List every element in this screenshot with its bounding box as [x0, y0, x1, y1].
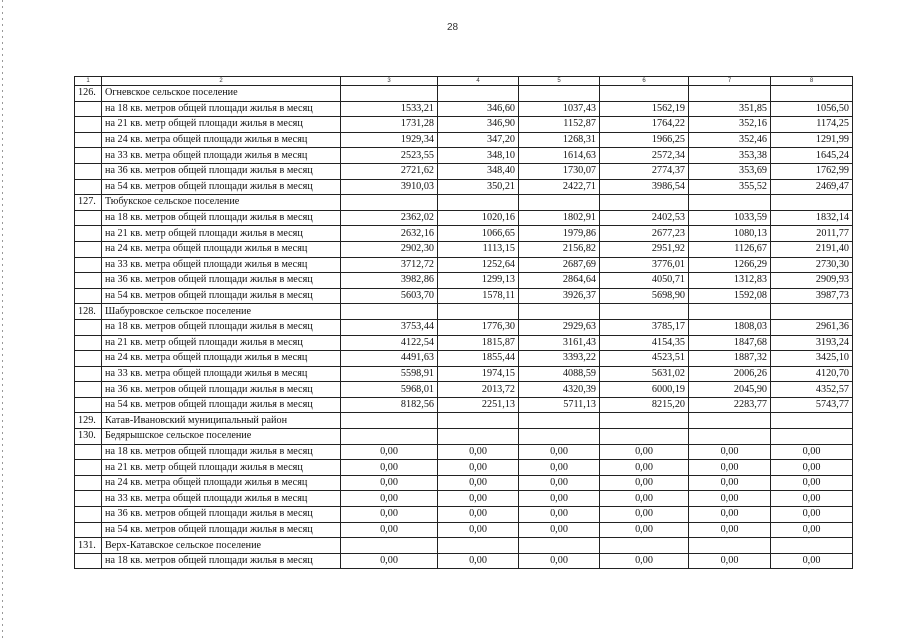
row-number: [75, 163, 102, 179]
value-cell: 8215,20: [600, 397, 689, 413]
value-cell: 2251,13: [438, 397, 519, 413]
value-cell: 0,00: [519, 553, 600, 569]
value-cell: 0,00: [600, 553, 689, 569]
value-cell: 2191,40: [771, 241, 853, 257]
row-number: [75, 132, 102, 148]
row-label: на 24 кв. метра общей площади жилья в месяц: [102, 241, 341, 257]
row-label: на 18 кв. метров общей площади жилья в месяц: [102, 210, 341, 226]
value-cell: [771, 195, 853, 211]
row-label: на 21 кв. метр общей площади жилья в месяц: [102, 335, 341, 351]
table-row: [75, 335, 853, 351]
row-number: [75, 382, 102, 398]
value-cell: 1776,30: [438, 319, 519, 335]
value-cell: [341, 429, 438, 445]
value-cell: 1020,16: [438, 210, 519, 226]
value-cell: 0,00: [519, 522, 600, 538]
value-cell: 3393,22: [519, 351, 600, 367]
value-cell: 0,00: [341, 491, 438, 507]
value-cell: 1562,19: [600, 101, 689, 117]
scan-edge: [2, 0, 3, 640]
row-label: на 24 кв. метра общей площади жилья в месяц: [102, 132, 341, 148]
value-cell: [519, 413, 600, 429]
row-label: на 21 кв. метр общей площади жилья в месяц: [102, 117, 341, 133]
value-cell: [341, 538, 438, 554]
value-cell: 346,90: [438, 117, 519, 133]
value-cell: 1533,21: [341, 101, 438, 117]
value-cell: 1762,99: [771, 163, 853, 179]
row-number: [75, 507, 102, 523]
section-row: [75, 304, 853, 320]
value-cell: 347,20: [438, 132, 519, 148]
row-label: на 21 кв. метр общей площади жилья в месяц: [102, 460, 341, 476]
table-row: [75, 101, 853, 117]
row-number: [75, 397, 102, 413]
value-cell: [771, 413, 853, 429]
row-number: [75, 226, 102, 242]
value-cell: 353,69: [689, 163, 771, 179]
section-title: Шабуровское сельское поселение: [102, 304, 341, 320]
value-cell: 1268,31: [519, 132, 600, 148]
value-cell: 0,00: [438, 475, 519, 491]
row-number: [75, 553, 102, 569]
value-cell: 1847,68: [689, 335, 771, 351]
value-cell: 352,46: [689, 132, 771, 148]
value-cell: 2864,64: [519, 273, 600, 289]
section-row: [75, 195, 853, 211]
row-label: на 18 кв. метров общей площади жилья в месяц: [102, 553, 341, 569]
value-cell: 1252,64: [438, 257, 519, 273]
section-row: [75, 86, 853, 102]
row-number: [75, 444, 102, 460]
table-row: [75, 210, 853, 226]
value-cell: 1312,83: [689, 273, 771, 289]
value-cell: 2011,77: [771, 226, 853, 242]
value-cell: 5631,02: [600, 366, 689, 382]
value-cell: 1126,67: [689, 241, 771, 257]
value-cell: 0,00: [771, 460, 853, 476]
value-cell: 1080,13: [689, 226, 771, 242]
value-cell: 4120,70: [771, 366, 853, 382]
value-cell: [689, 538, 771, 554]
value-cell: 2774,37: [600, 163, 689, 179]
value-cell: 353,38: [689, 148, 771, 164]
table-row: [75, 163, 853, 179]
value-cell: 1037,43: [519, 101, 600, 117]
value-cell: [689, 304, 771, 320]
value-cell: 1974,15: [438, 366, 519, 382]
row-label: на 24 кв. метра общей площади жилья в месяц: [102, 351, 341, 367]
value-cell: 1592,08: [689, 288, 771, 304]
row-label: на 54 кв. метров общей площади жилья в месяц: [102, 288, 341, 304]
value-cell: 4352,57: [771, 382, 853, 398]
value-cell: 0,00: [341, 460, 438, 476]
table-row: [75, 366, 853, 382]
value-cell: 4320,39: [519, 382, 600, 398]
value-cell: 1266,29: [689, 257, 771, 273]
value-cell: 2721,62: [341, 163, 438, 179]
value-cell: 0,00: [519, 491, 600, 507]
column-number: 2: [102, 77, 341, 86]
value-cell: 5598,91: [341, 366, 438, 382]
value-cell: 2951,92: [600, 241, 689, 257]
value-cell: [438, 538, 519, 554]
value-cell: 1730,07: [519, 163, 600, 179]
section-title: Огневское сельское поселение: [102, 86, 341, 102]
section-row: [75, 413, 853, 429]
table-row: [75, 522, 853, 538]
value-cell: 0,00: [600, 460, 689, 476]
value-cell: 3982,86: [341, 273, 438, 289]
table-row: [75, 397, 853, 413]
value-cell: [771, 86, 853, 102]
value-cell: 348,10: [438, 148, 519, 164]
value-cell: 1887,32: [689, 351, 771, 367]
value-cell: 6000,19: [600, 382, 689, 398]
row-number: 129.: [75, 413, 102, 429]
value-cell: 4122,54: [341, 335, 438, 351]
value-cell: 0,00: [689, 475, 771, 491]
row-number: 130.: [75, 429, 102, 445]
table-row: [75, 179, 853, 195]
value-cell: 2402,53: [600, 210, 689, 226]
value-cell: 1152,87: [519, 117, 600, 133]
value-cell: 1174,25: [771, 117, 853, 133]
value-cell: [438, 413, 519, 429]
value-cell: 348,40: [438, 163, 519, 179]
value-cell: 0,00: [689, 507, 771, 523]
table-row: [75, 273, 853, 289]
table-row: [75, 288, 853, 304]
row-label: на 54 кв. метров общей площади жилья в месяц: [102, 522, 341, 538]
row-number: [75, 179, 102, 195]
row-number: [75, 491, 102, 507]
value-cell: 2469,47: [771, 179, 853, 195]
row-label: на 33 кв. метра общей площади жилья в месяц: [102, 366, 341, 382]
value-cell: [600, 538, 689, 554]
table-row: [75, 382, 853, 398]
row-number: [75, 351, 102, 367]
row-label: на 54 кв. метров общей площади жилья в месяц: [102, 179, 341, 195]
value-cell: 1578,11: [438, 288, 519, 304]
value-cell: 5698,90: [600, 288, 689, 304]
value-cell: 0,00: [341, 553, 438, 569]
row-number: [75, 210, 102, 226]
value-cell: 3986,54: [600, 179, 689, 195]
row-number: [75, 475, 102, 491]
value-cell: 4154,35: [600, 335, 689, 351]
value-cell: [600, 195, 689, 211]
table-row: [75, 257, 853, 273]
value-cell: 0,00: [438, 491, 519, 507]
value-cell: 0,00: [341, 522, 438, 538]
value-cell: 3193,24: [771, 335, 853, 351]
value-cell: [600, 429, 689, 445]
row-label: на 36 кв. метров общей площади жилья в месяц: [102, 163, 341, 179]
value-cell: 2929,63: [519, 319, 600, 335]
row-number: [75, 335, 102, 351]
value-cell: 4491,63: [341, 351, 438, 367]
value-cell: [771, 538, 853, 554]
row-number: [75, 460, 102, 476]
value-cell: 0,00: [438, 553, 519, 569]
value-cell: 0,00: [600, 444, 689, 460]
column-number-row: [75, 77, 853, 86]
value-cell: 355,52: [689, 179, 771, 195]
value-cell: 1966,25: [600, 132, 689, 148]
value-cell: 0,00: [689, 460, 771, 476]
row-label: на 18 кв. метров общей площади жилья в месяц: [102, 101, 341, 117]
value-cell: 0,00: [519, 475, 600, 491]
value-cell: 1764,22: [600, 117, 689, 133]
value-cell: 3785,17: [600, 319, 689, 335]
table-row: [75, 226, 853, 242]
row-number: [75, 273, 102, 289]
value-cell: 0,00: [341, 507, 438, 523]
table-row: [75, 553, 853, 569]
row-number: [75, 522, 102, 538]
value-cell: 2283,77: [689, 397, 771, 413]
value-cell: [438, 304, 519, 320]
value-cell: 1832,14: [771, 210, 853, 226]
value-cell: [519, 86, 600, 102]
value-cell: 1614,63: [519, 148, 600, 164]
tariff-table: [74, 76, 853, 569]
value-cell: 1113,15: [438, 241, 519, 257]
value-cell: 1808,03: [689, 319, 771, 335]
value-cell: [438, 86, 519, 102]
table-row: [75, 132, 853, 148]
value-cell: 351,85: [689, 101, 771, 117]
row-number: [75, 148, 102, 164]
value-cell: 2902,30: [341, 241, 438, 257]
row-label: на 21 кв. метр общей площади жилья в месяц: [102, 226, 341, 242]
value-cell: 1979,86: [519, 226, 600, 242]
value-cell: 2687,69: [519, 257, 600, 273]
value-cell: 0,00: [600, 507, 689, 523]
value-cell: 4088,59: [519, 366, 600, 382]
value-cell: 0,00: [771, 553, 853, 569]
value-cell: 1299,13: [438, 273, 519, 289]
value-cell: 1855,44: [438, 351, 519, 367]
value-cell: 1802,91: [519, 210, 600, 226]
value-cell: 1066,65: [438, 226, 519, 242]
row-label: на 36 кв. метров общей площади жилья в месяц: [102, 507, 341, 523]
value-cell: 1033,59: [689, 210, 771, 226]
value-cell: 0,00: [600, 491, 689, 507]
value-cell: 0,00: [341, 444, 438, 460]
value-cell: [519, 195, 600, 211]
row-number: [75, 117, 102, 133]
value-cell: 0,00: [771, 522, 853, 538]
value-cell: [341, 304, 438, 320]
value-cell: 0,00: [689, 444, 771, 460]
value-cell: 1929,34: [341, 132, 438, 148]
value-cell: 1731,28: [341, 117, 438, 133]
value-cell: 5711,13: [519, 397, 600, 413]
value-cell: 1056,50: [771, 101, 853, 117]
row-number: 127.: [75, 195, 102, 211]
value-cell: 2730,30: [771, 257, 853, 273]
value-cell: [438, 429, 519, 445]
value-cell: 3161,43: [519, 335, 600, 351]
value-cell: 5968,01: [341, 382, 438, 398]
value-cell: 5743,77: [771, 397, 853, 413]
column-number: 3: [341, 77, 438, 86]
table-row: [75, 117, 853, 133]
value-cell: 3753,44: [341, 319, 438, 335]
value-cell: [341, 413, 438, 429]
value-cell: 8182,56: [341, 397, 438, 413]
value-cell: 0,00: [519, 507, 600, 523]
value-cell: 0,00: [438, 507, 519, 523]
value-cell: 2362,02: [341, 210, 438, 226]
value-cell: [600, 413, 689, 429]
value-cell: 350,21: [438, 179, 519, 195]
row-number: 131.: [75, 538, 102, 554]
table-row: [75, 148, 853, 164]
column-number: 8: [771, 77, 853, 86]
value-cell: [600, 86, 689, 102]
row-label: на 33 кв. метра общей площади жилья в месяц: [102, 491, 341, 507]
column-number: 1: [75, 77, 102, 86]
page-number: 28: [446, 22, 459, 33]
row-label: на 36 кв. метров общей площади жилья в месяц: [102, 382, 341, 398]
row-label: на 24 кв. метра общей площади жилья в месяц: [102, 475, 341, 491]
value-cell: 2572,34: [600, 148, 689, 164]
value-cell: 3425,10: [771, 351, 853, 367]
value-cell: 2961,36: [771, 319, 853, 335]
column-number: 7: [689, 77, 771, 86]
column-number: 6: [600, 77, 689, 86]
value-cell: 2422,71: [519, 179, 600, 195]
section-title: Тюбукское сельское поселение: [102, 195, 341, 211]
value-cell: [438, 195, 519, 211]
value-cell: 0,00: [519, 444, 600, 460]
row-label: на 18 кв. метров общей площади жилья в месяц: [102, 444, 341, 460]
row-number: [75, 241, 102, 257]
value-cell: 0,00: [689, 553, 771, 569]
value-cell: 2045,90: [689, 382, 771, 398]
value-cell: [689, 86, 771, 102]
value-cell: 1291,99: [771, 132, 853, 148]
row-number: [75, 257, 102, 273]
column-number: 5: [519, 77, 600, 86]
value-cell: 0,00: [341, 475, 438, 491]
value-cell: 0,00: [771, 444, 853, 460]
value-cell: 0,00: [689, 491, 771, 507]
value-cell: [689, 195, 771, 211]
table-row: [75, 241, 853, 257]
value-cell: [771, 429, 853, 445]
section-title: Бедярышское сельское поселение: [102, 429, 341, 445]
value-cell: 4523,51: [600, 351, 689, 367]
table-row: [75, 507, 853, 523]
value-cell: 352,16: [689, 117, 771, 133]
value-cell: 2156,82: [519, 241, 600, 257]
value-cell: 5603,70: [341, 288, 438, 304]
row-number: [75, 366, 102, 382]
row-label: на 54 кв. метров общей площади жилья в месяц: [102, 397, 341, 413]
value-cell: [519, 538, 600, 554]
value-cell: [341, 86, 438, 102]
row-number: 128.: [75, 304, 102, 320]
value-cell: [341, 195, 438, 211]
section-title: Катав-Ивановский муниципальный район: [102, 413, 341, 429]
value-cell: 3712,72: [341, 257, 438, 273]
table-row: [75, 460, 853, 476]
value-cell: 1645,24: [771, 148, 853, 164]
table-row: [75, 444, 853, 460]
value-cell: 2013,72: [438, 382, 519, 398]
value-cell: 0,00: [438, 522, 519, 538]
value-cell: 4050,71: [600, 273, 689, 289]
value-cell: 0,00: [771, 475, 853, 491]
value-cell: 1815,87: [438, 335, 519, 351]
table-row: [75, 319, 853, 335]
value-cell: 0,00: [600, 522, 689, 538]
value-cell: 2523,55: [341, 148, 438, 164]
value-cell: 2909,93: [771, 273, 853, 289]
value-cell: 3910,03: [341, 179, 438, 195]
value-cell: 2632,16: [341, 226, 438, 242]
value-cell: 2677,23: [600, 226, 689, 242]
value-cell: 0,00: [438, 444, 519, 460]
section-title: Верх-Катавское сельское поселение: [102, 538, 341, 554]
row-label: на 33 кв. метра общей площади жилья в месяц: [102, 148, 341, 164]
value-cell: [771, 304, 853, 320]
row-label: на 33 кв. метра общей площади жилья в месяц: [102, 257, 341, 273]
value-cell: 0,00: [438, 460, 519, 476]
value-cell: [519, 304, 600, 320]
section-row: [75, 429, 853, 445]
row-number: 126.: [75, 86, 102, 102]
value-cell: 0,00: [689, 522, 771, 538]
row-label: на 18 кв. метров общей площади жилья в месяц: [102, 319, 341, 335]
value-cell: 2006,26: [689, 366, 771, 382]
value-cell: [689, 429, 771, 445]
table-row: [75, 351, 853, 367]
value-cell: 3776,01: [600, 257, 689, 273]
column-number: 4: [438, 77, 519, 86]
table-row: [75, 491, 853, 507]
value-cell: 0,00: [519, 460, 600, 476]
value-cell: 3926,37: [519, 288, 600, 304]
value-cell: 3987,73: [771, 288, 853, 304]
value-cell: 346,60: [438, 101, 519, 117]
value-cell: [600, 304, 689, 320]
value-cell: 0,00: [771, 491, 853, 507]
value-cell: 0,00: [600, 475, 689, 491]
row-number: [75, 288, 102, 304]
row-label: на 36 кв. метров общей площади жилья в месяц: [102, 273, 341, 289]
value-cell: [519, 429, 600, 445]
table-row: [75, 475, 853, 491]
value-cell: 0,00: [771, 507, 853, 523]
value-cell: [689, 413, 771, 429]
section-row: [75, 538, 853, 554]
row-number: [75, 101, 102, 117]
row-number: [75, 319, 102, 335]
